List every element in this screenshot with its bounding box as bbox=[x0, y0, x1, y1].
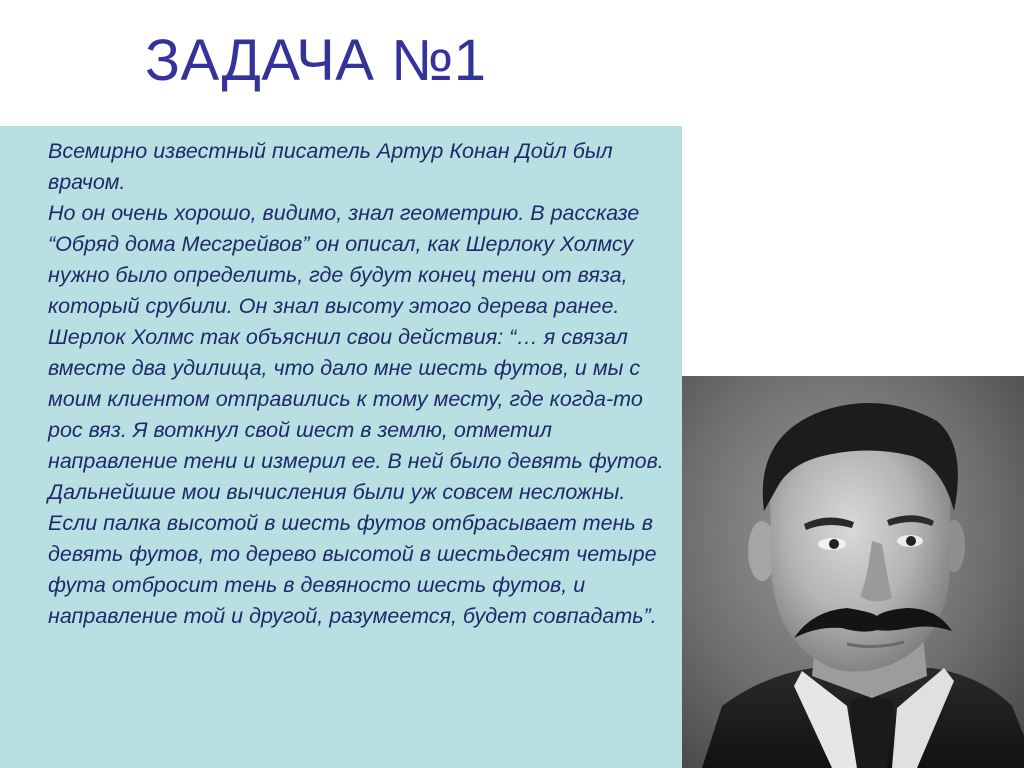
paragraph-conclusion: Дальнейшие мои вычисления были уж совсем несложны. Если палка высотой в шесть футов отбрасывает тень в девять футов, то дерево высотой в шестьдесят четыре фута отбросит тень в девяносто шесть футов, и направление той и другой, разумеется, будет совпадать”. bbox=[48, 480, 657, 628]
paragraph-story: Но он очень хорошо, видимо, знал геометрию. В рассказе “Обряд дома Месгрейвов” он описал, как Шерлоку Холмсу нужно было определить, где будут конец тени от вяза, который срубили. Он знал высоту этого дерева ранее. Шерлок Холмс так объяснил свои действия: “… я связал вместе два удилища, что дало мне шесть футов, и мы с моим клиентом отправились к тому месту, где когда-то рос вяз. Я воткнул свой шест в землю, отметил направление тени и измерил ее. В ней было девять футов. bbox=[48, 201, 664, 473]
paragraph-intro: Всемирно известный писатель Артур Конан Дойл был врачом. bbox=[48, 139, 613, 194]
portrait-photo bbox=[682, 376, 1024, 768]
text-box bbox=[0, 126, 682, 768]
slide-title: ЗАДАЧА №1 bbox=[145, 28, 487, 93]
